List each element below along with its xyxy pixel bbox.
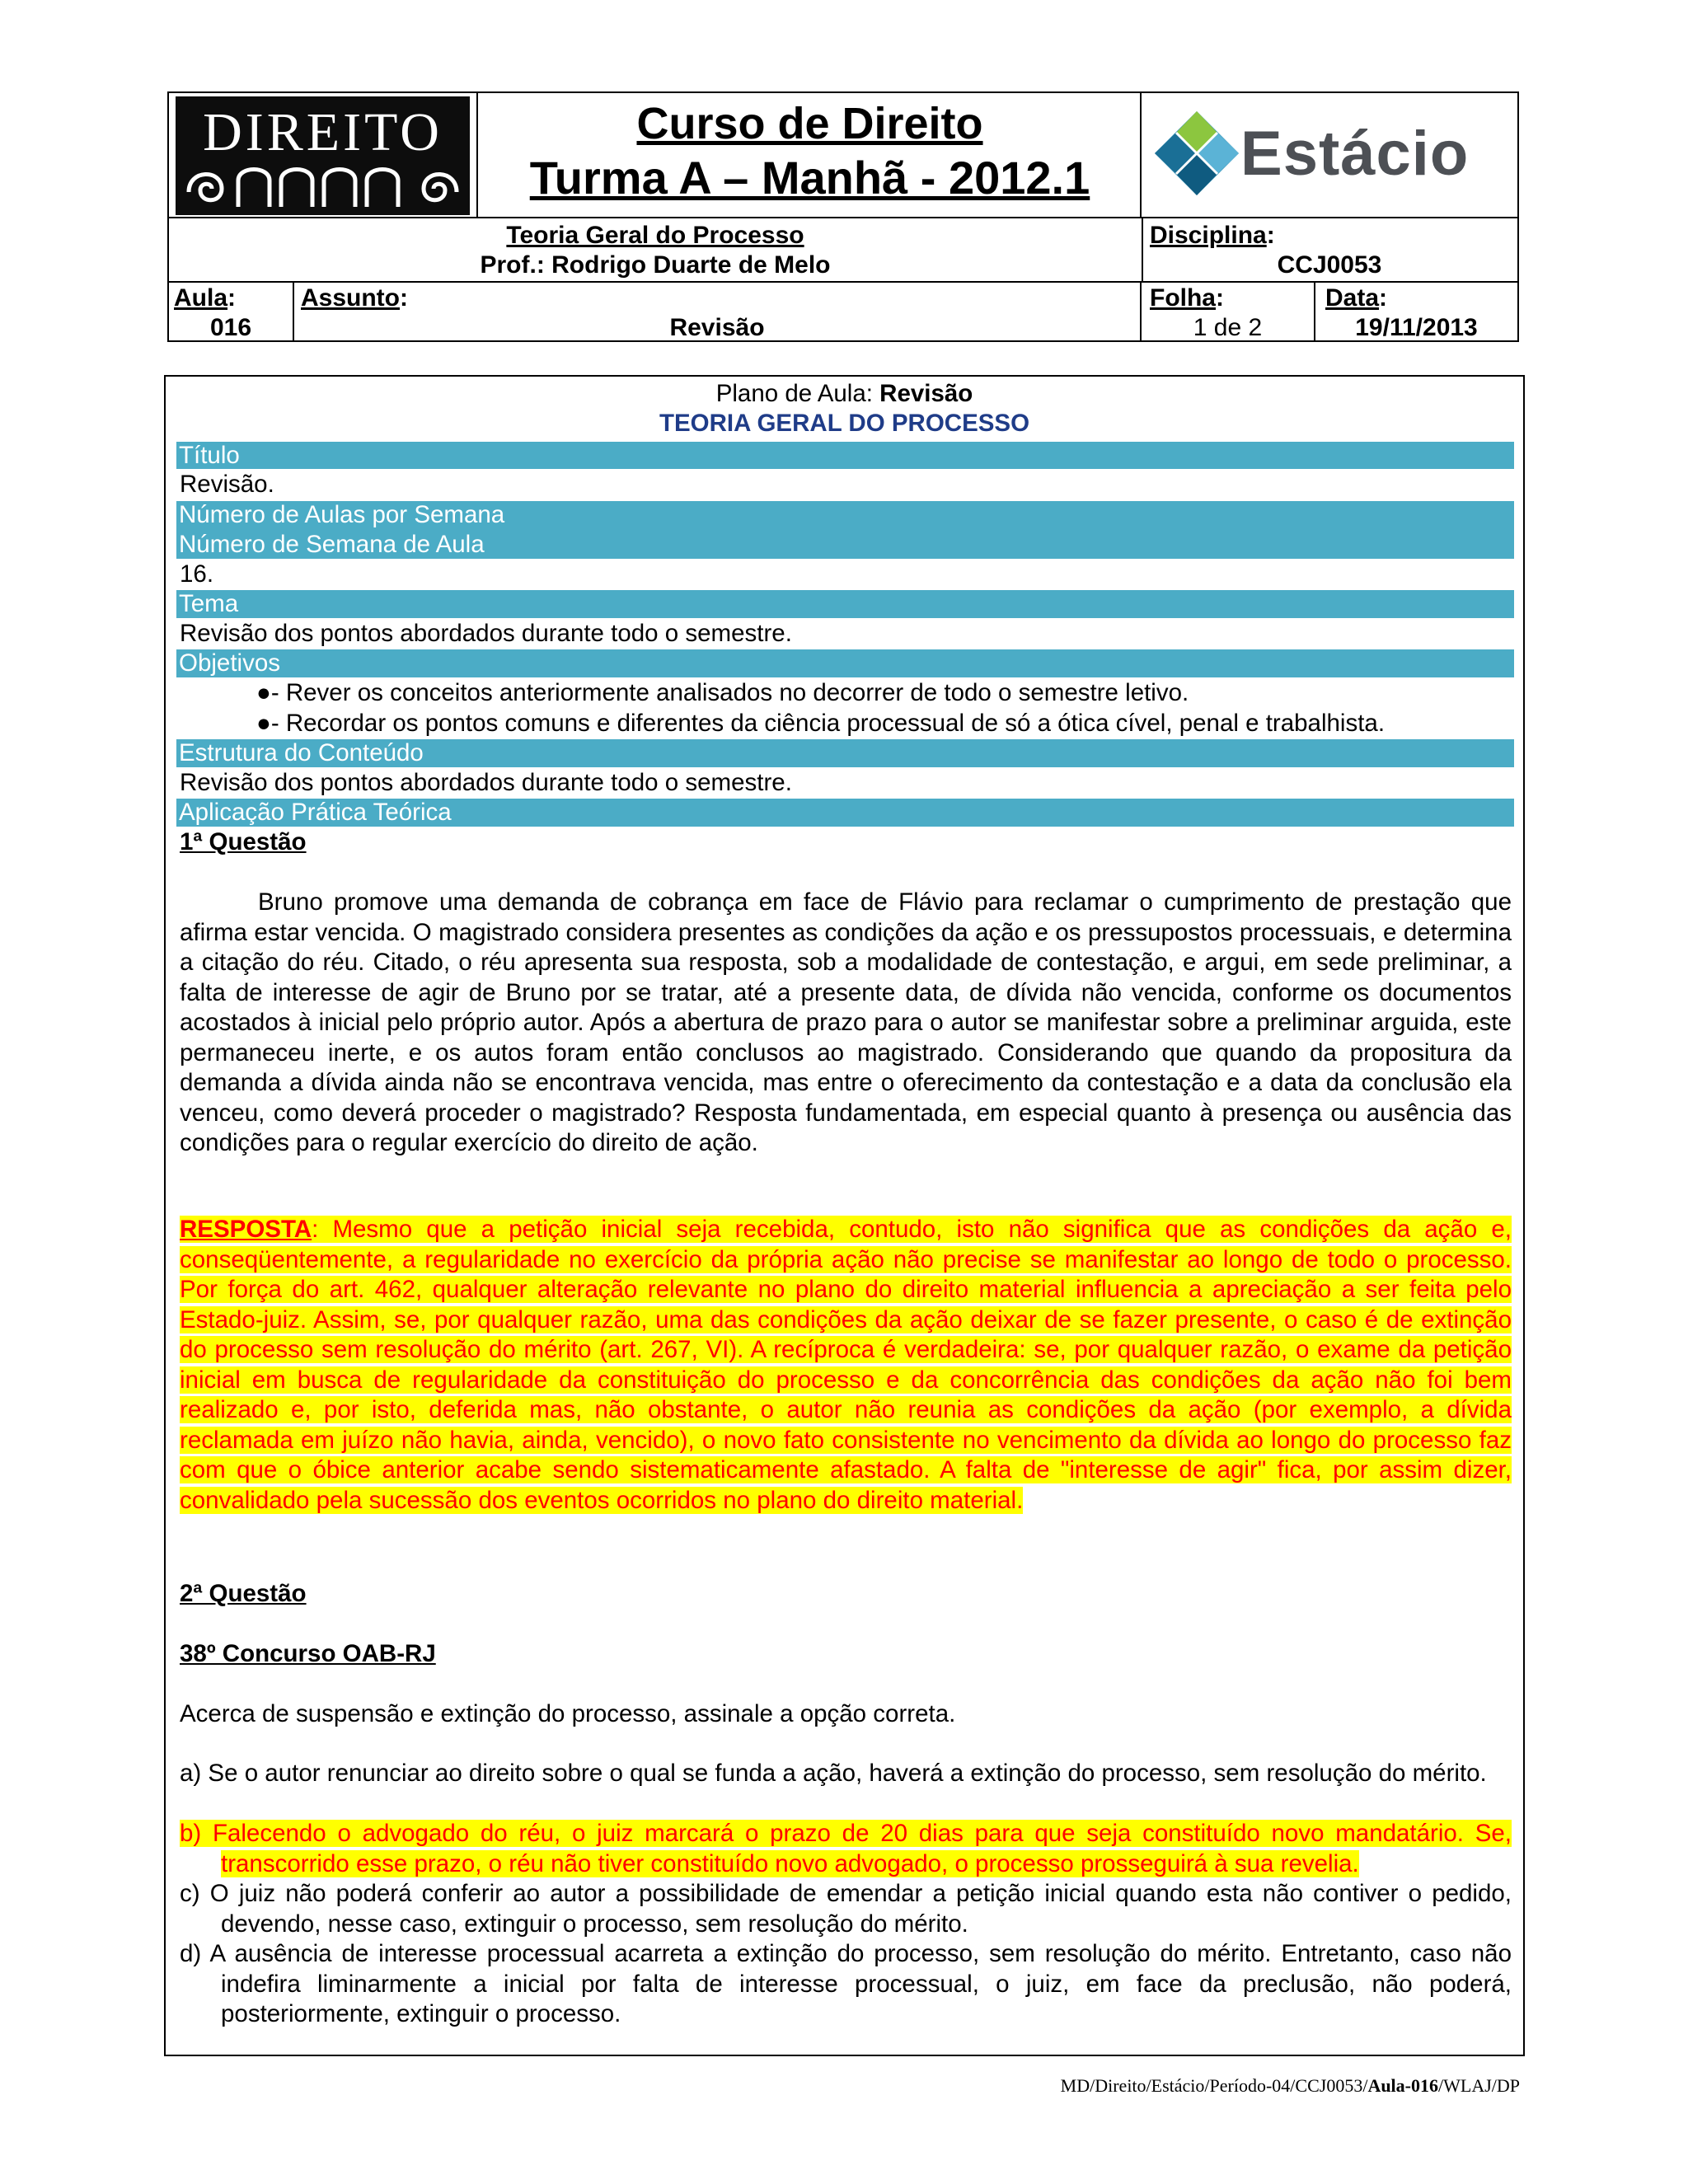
q1-answer [180, 1215, 1512, 1516]
q2-contest: 38º Concurso OAB-RJ [180, 1640, 436, 1667]
assunto-cell: Assunto: Revisão [294, 283, 1142, 342]
footer-prefix: MD/Direito/Estácio/Período-04/CCJ0053/ [1060, 2075, 1368, 2096]
estacio-logo-text: Estácio [1240, 119, 1470, 189]
answer-text: : Mesmo que a petição inicial seja recebida, contudo, isto não significa que as condições da ação e, conseqüentemente, a regularidade no exercício da própria ação não precise se manifestar ao longo de todo o processo. Por força do art. 462, qualquer alteração relevante no plano do direito material influencia a apreciação a ser feita pelo Estado-juiz. Assim, se, por qualquer razão, uma das condições da ação deixar de se fazer presente, o caso é de extinção do processo sem resolução do mérito (art. 267, VI). A recíproca é verdadeira: se, por qualquer razão, o exame da petição inicial em busca de regularidade da constituição do processo e da concorrência das condições da ação não foi bem realizado e, por isto, deferida mas, não obstante, o autor não reunia as condições da ação (por exemplo, a dívida reclamada em juízo não havia, ainda, vencido), o novo fato consistente no vencimento da dívida ao longo do processo faz com que o óbice anterior acabe sendo sistematicamente afastado. A falta de "interesse de agir" fica, por assim dizer, convalidado pela sucessão dos eventos ocorridos no plano do direito material. [180, 1216, 1512, 1514]
subject-name: Teoria Geral do Processo [506, 222, 804, 249]
subject-row [169, 217, 1517, 281]
swirl-ornament-icon [181, 159, 465, 212]
option-b [180, 1819, 1512, 1879]
titulo-value: Revisão. [180, 471, 274, 498]
tema-value: Revisão dos pontos abordados durante todo o semestre. [180, 620, 792, 647]
section-num-semana: Número de Semana de Aula [176, 531, 1514, 559]
plan-heading-prefix: Plano de Aula: [715, 380, 880, 407]
plan-subtitle: TEORIA GERAL DO PROCESSO [659, 410, 1030, 437]
assunto-value: Revisão [669, 314, 765, 341]
option-b-text: b) Falecendo o advogado do réu, o juiz marcará o prazo de 20 dias para que seja constituído novo mandatário. Se, transcorrido esse prazo, o réu não tiver constituído novo advogado, o processo prosseguirá à sua revelia. [180, 1820, 1512, 1877]
section-num-aulas: Número de Aulas por Semana [176, 501, 1514, 531]
data-value: 19/11/2013 [1355, 314, 1478, 341]
num-semana-value: 16. [180, 560, 214, 588]
section-estrutura: Estrutura do Conteúdo [176, 739, 1514, 767]
aula-number: 016 [209, 314, 252, 341]
plan-heading [166, 380, 1523, 408]
q2-title: 2ª Questão [180, 1580, 307, 1607]
assunto-label: Assunto [301, 284, 400, 312]
folha-label: Folha [1150, 284, 1216, 312]
document-header [167, 91, 1519, 342]
objetivo-item: ●- Recordar os pontos comuns e diferentes da ciência processual de só a ótica cível, penal e trabalhista. [256, 710, 1386, 737]
course-title: Curso de Direito [636, 99, 983, 148]
option-c: c) O juiz não poderá conferir ao autor a possibilidade de emendar a petição inicial quando esta não contiver o pedido, devendo, nesse caso, extinguir o processo, sem resolução do mérito. [180, 1880, 1512, 1938]
subject-cell [169, 218, 1143, 281]
data-cell: Data: 19/11/2013 [1315, 283, 1517, 342]
disciplina-cell: Disciplina: CCJ0053 [1142, 218, 1517, 281]
page-footer [1061, 2075, 1520, 2097]
q2-prompt: Acerca de suspensão e extinção do processo, assinale a opção correta. [180, 1700, 956, 1727]
lesson-plan-box [164, 375, 1525, 2056]
data-label: Data [1325, 284, 1380, 312]
aula-label: Aula [174, 284, 228, 312]
estacio-diamond-icon [1151, 108, 1242, 199]
footer-suffix: /WLAJ/DP [1438, 2075, 1520, 2096]
q1-text: Bruno promove uma demanda de cobrança em face de Flávio para reclamar o cumprimento de prestação que afirma estar vencida. O magistrado considera presentes as condições da ação e os pressupostos processuais, e determina a citação do réu. Citado, o réu apresenta sua resposta, sob a modalidade de contestação, e argui, em sede preliminar, a falta de interesse de agir de Bruno por se tratar, até a presente data, de dívida não vencida, conforme os documentos acostados à inicial pelo próprio autor. Após a abertura de prazo para o autor se manifestar sobre a preliminar arguida, este permaneceu inerte, e os autos foram então conclusos ao magistrado. Considerando que quando da propositura da demanda a dívida ainda não se encontrava vencida, mas entre o oferecimento da contestação e a data da conclusão ela venceu, como deverá proceder o magistrado? Resposta fundamentada, em especial quanto à presença ou ausência das condições para o regular exercício do direito de ação. [180, 888, 1512, 1156]
q1-title: 1ª Questão [180, 828, 307, 855]
option-d: d) A ausência de interesse processual acarreta a extinção do processo, sem resolução do mérito. Entretanto, caso não indefira liminarmente a inicial por falta de interesse processual, o juiz, em face da preclusão, não poderá, posteriormente, extinguir o processo. [180, 1940, 1512, 2027]
direito-logo [169, 93, 478, 217]
class-title: Turma A – Manhã - 2012.1 [529, 152, 1090, 204]
plan-heading-title: Revisão [879, 380, 973, 407]
course-title-cell [478, 93, 1142, 217]
option-a: a) Se o autor renunciar ao direito sobre o qual se funda a ação, haverá a extinção do processo, sem resolução do mérito. [180, 1760, 1487, 1787]
folha-value: 1 de 2 [1193, 314, 1263, 341]
section-objetivos: Objetivos [176, 649, 1514, 677]
disciplina-code: CCJ0053 [1277, 251, 1382, 279]
aula-cell: Aula: 016 [169, 283, 294, 342]
lesson-info-row [169, 281, 1517, 340]
answer-label: RESPOSTA [180, 1216, 312, 1243]
footer-lesson: Aula-016 [1367, 2075, 1438, 2096]
professor-name: Prof.: Rodrigo Duarte de Melo [480, 251, 831, 279]
direito-logo-text: DIREITO [203, 102, 443, 162]
section-aplicacao: Aplicação Prática Teórica [176, 799, 1514, 827]
section-titulo: Título [176, 442, 1514, 469]
folha-cell: Folha: 1 de 2 [1142, 283, 1315, 342]
estacio-logo [1142, 93, 1517, 217]
disciplina-label: Disciplina [1150, 222, 1267, 249]
estrutura-value: Revisão dos pontos abordados durante todo o semestre. [180, 769, 792, 796]
objetivo-item: ●- Rever os conceitos anteriormente analisados no decorrer de todo o semestre letivo. [256, 679, 1189, 706]
section-tema: Tema [176, 590, 1514, 618]
